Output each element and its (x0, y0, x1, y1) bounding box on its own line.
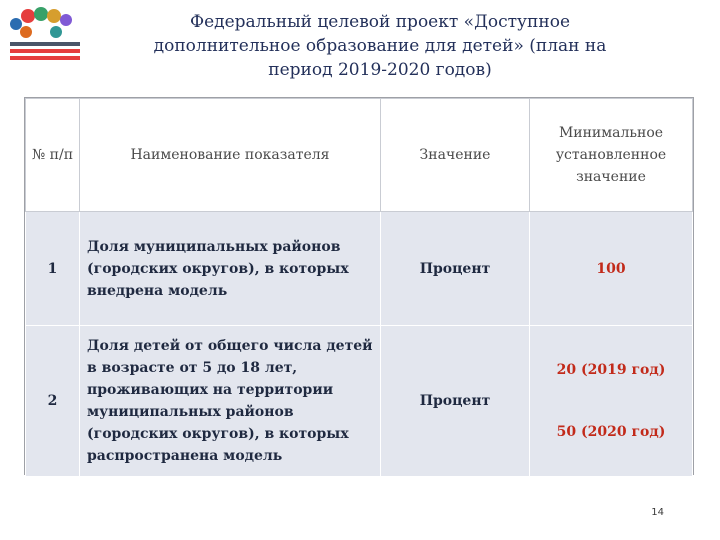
page-number: 14 (651, 507, 664, 518)
row-indicator-name: Доля муниципальных районов (городских округов), в которых внедрена модель (80, 212, 381, 326)
min-value-item: 50 (2020 год) (556, 424, 666, 440)
row-min-value (530, 212, 693, 326)
row-value-unit: Процент (381, 212, 530, 326)
min-value-item: 20 (2019 год) (556, 362, 666, 378)
header-min-value: Минимальное установленное значение (530, 99, 693, 212)
project-logo (6, 4, 84, 66)
row-indicator-name: Доля детей от общего числа детей в возрасте от 5 до 18 лет, проживающих на территории муниципальных районов (городских округов), в которых распространена модель (80, 326, 381, 477)
table-row (26, 212, 693, 326)
table-row (26, 326, 693, 477)
row-num: 1 (26, 212, 80, 326)
row-num: 2 (26, 326, 80, 477)
header-value: Значение (381, 99, 530, 212)
min-value-item: 100 (596, 260, 626, 277)
page-title: Федеральный целевой проект «Доступное дополнительное образование для детей» (план на период 2019-2020 годов) (153, 12, 607, 80)
indicators-table (24, 97, 694, 475)
header-num: № п/п (26, 99, 80, 212)
table-header-row (26, 99, 693, 212)
row-value-unit: Процент (381, 326, 530, 477)
header-name: Наименование показателя (80, 99, 381, 212)
row-min-value (530, 326, 693, 477)
